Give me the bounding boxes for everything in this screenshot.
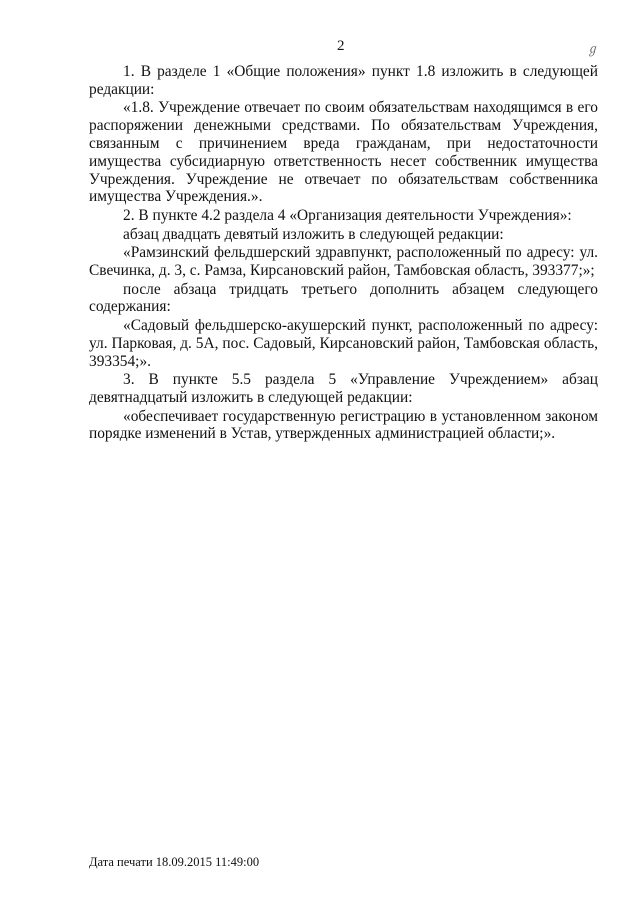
page-number: 2 (337, 38, 345, 54)
print-date-footer: Дата печати 18.09.2015 11:49:00 (89, 855, 260, 869)
paragraph-quote-ramza: «Рамзинский фельдшерский здравпункт, расположенный по адресу: ул. Свечинка, д. 3, с. Рамза, Кирсановский район, Тамбовская область, 393377;»; (89, 244, 598, 279)
document-body (89, 63, 598, 444)
handwritten-initials: ℊ (584, 41, 600, 57)
paragraph-section-1: 1. В разделе 1 «Общие положения» пункт 1.8 изложить в следующей редакции: (89, 63, 598, 98)
paragraph-quote-registration: «обеспечивает государственную регистрацию в установленном законом порядке изменений в Устав, утвержденных администрацией области;». (89, 407, 598, 443)
paragraph-section-3: 3. В пункте 5.5 раздела 5 «Управление Учреждением» абзац девятнадцатый изложить в следующей редакции: (89, 371, 598, 406)
paragraph-abzac-29: абзац двадцать девятый изложить в следующей редакции: (123, 225, 504, 243)
paragraph-abzac-33: после абзаца тридцать третьего дополнить абзацем следующего содержания: (89, 280, 598, 316)
paragraph-quote-sadovy: «Садовый фельдшерско-акушерский пункт, расположенный по адресу: ул. Парковая, д. 5А, пос. Садовый, Кирсановский район, Тамбовская область, 393354;». (89, 316, 598, 370)
paragraph-quote-1-8: «1.8. Учреждение отвечает по своим обязательствам находящимся в его распоряжении денежными средствами. По обязательствам Учреждения, связанным с причинением вреда гражданам, при недостаточности имущества субсидиарную ответственность несет собственник имущества Учреждения. Учреждение не отвечает по обязательствам собственника имущества Учреждения.». (89, 99, 598, 206)
paragraph-section-2: 2. В пункте 4.2 раздела 4 «Организация деятельности Учреждения»: (123, 206, 572, 224)
